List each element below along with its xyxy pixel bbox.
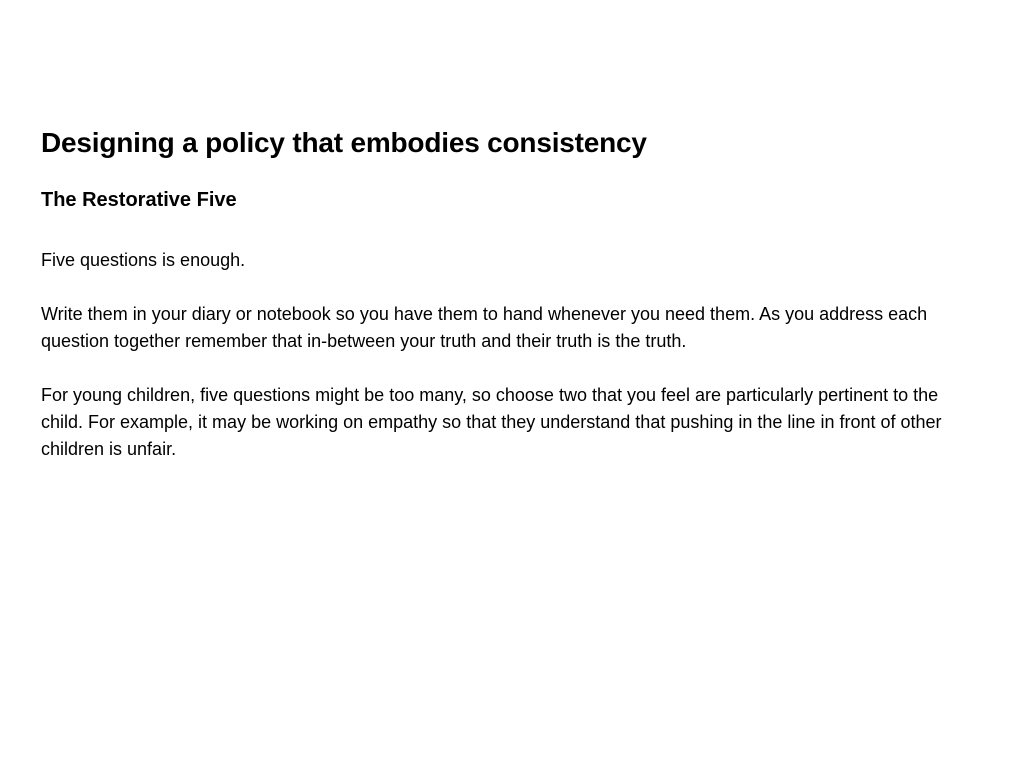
slide-content: [41, 125, 981, 463]
section-heading: The Restorative Five: [41, 189, 237, 211]
paragraph-intro: Five questions is enough.: [41, 250, 246, 270]
body-text: [41, 247, 981, 463]
paragraph-diary: Write them in your diary or notebook so you have them to hand whenever you need them. As you address each question together remember that in-between your truth and their truth is the truth.: [41, 304, 928, 351]
paragraph-young-children: For young children, five questions might be too many, so choose two that you feel are particularly pertinent to the child. For example, it may be working on empathy so that they understand that pushing in the line in front of other children is unfair.: [41, 385, 942, 459]
page-title: Designing a policy that embodies consistency: [41, 127, 647, 158]
